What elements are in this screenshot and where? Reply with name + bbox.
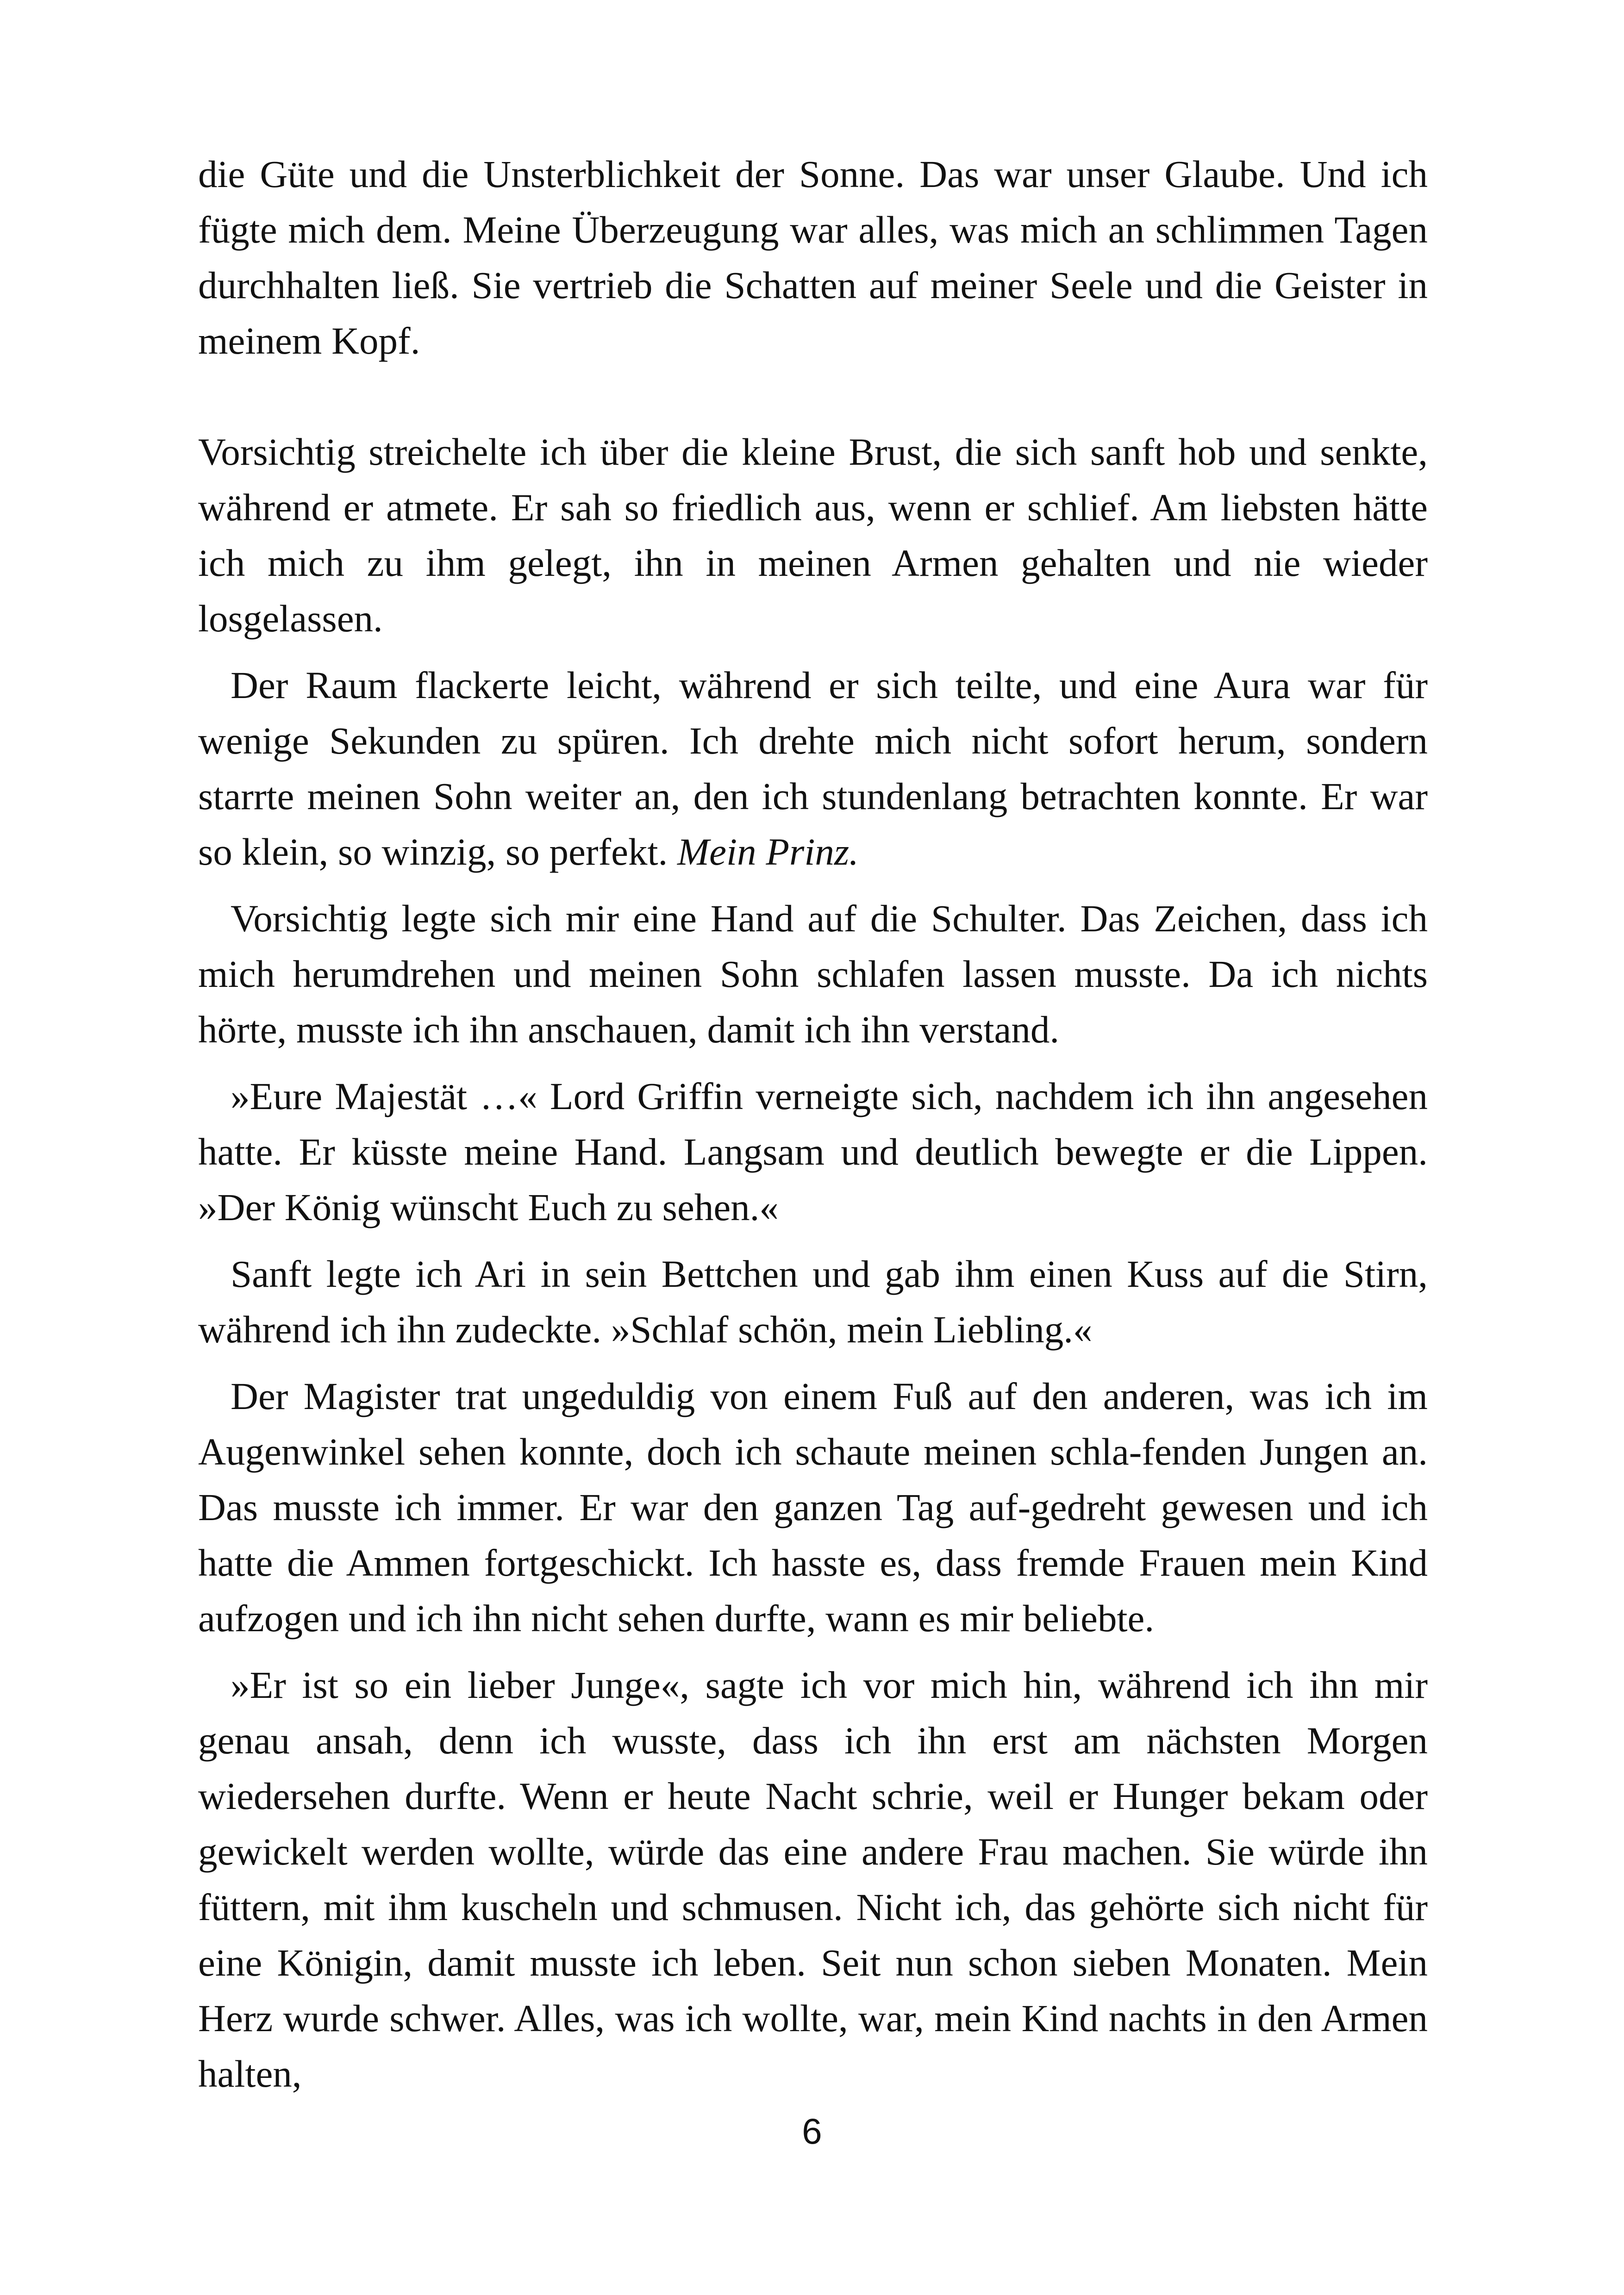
page-number: 6 [802,2111,822,2152]
paragraph-4: Vorsichtig legte sich mir eine Hand auf die Schulter. Das Zeichen, dass ich mich herumdrehen und meinen Sohn schlafen lassen musste. Da ich nichts hörte, musste ich ihn anschauen, damit ich ihn verstand. [198,897,1428,1051]
paragraph-6: Sanft legte ich Ari in sein Bettchen und gab ihm einen Kuss auf die Stirn, während ich ihn zudeckte. »Schlaf schön, mein Liebling.« [198,1253,1428,1351]
paragraph-7: Der Magister trat ungeduldig von einem Fuß auf den anderen, was ich im Augenwinkel sehen konnte, doch ich schaute meinen schla-fenden Jungen an. Das musste ich immer. Er war den ganzen Tag auf-gedreht gewesen und ich hatte die Ammen fortgeschickt. Ich hasste es, dass fremde Frauen mein Kind aufzogen und ich ihn nicht sehen durfte, wann es mir beliebte. [198,1375,1428,1640]
paragraph-3 [198,657,1428,879]
paragraph-2: Vorsichtig streichelte ich über die kleine Brust, die sich sanft hob und senkte, während er atmete. Er sah so friedlich aus, wenn er schlief. Am liebsten hätte ich mich zu ihm gelegt, ihn in meinen Armen gehalten und nie wieder losgelassen. [198,430,1428,640]
paragraph-3-emphasis: Mein Prinz. [677,830,859,873]
paragraph-3-text: Der Raum flackerte leicht, während er sich teilte, und eine Aura war für wenige Sekunden zu spüren. Ich drehte mich nicht sofort herum, sondern starrte meinen Sohn weiter an, den ich stundenlang betrachten konnte. Er war so klein, so winzig, so perfekt. [198,664,1428,873]
paragraph-1: die Güte und die Unsterblichkeit der Sonne. Das war unser Glaube. Und ich fügte mich dem. Meine Überzeugung war alles, was mich an schlimmen Tagen durchhalten ließ. Sie vertrieb die Schatten auf meiner Seele und die Geister in meinem Kopf. [198,153,1428,362]
paragraph-5: »Eure Majestät …« Lord Griffin verneigte sich, nachdem ich ihn angesehen hatte. Er küsste meine Hand. Langsam und deutlich bewegte er die Lippen. »Der König wünscht Euch zu sehen.« [198,1075,1428,1229]
paragraph-8: »Er ist so ein lieber Junge«, sagte ich vor mich hin, während ich ihn mir genau ansah, denn ich wusste, dass ich ihn erst am nächsten Morgen wiedersehen durfte. Wenn er heute Nacht schrie, weil er Hunger bekam oder gewickelt werden wollte, würde das eine andere Frau machen. Sie würde ihn füttern, mit ihm kuscheln und schmusen. Nicht ich, das gehörte sich nicht für eine Königin, damit musste ich leben. Seit nun schon sieben Monaten. Mein Herz wurde schwer. Alles, was ich wollte, war, mein Kind nachts in den Armen halten, [198,1664,1428,2095]
body-text [198,146,1428,2102]
